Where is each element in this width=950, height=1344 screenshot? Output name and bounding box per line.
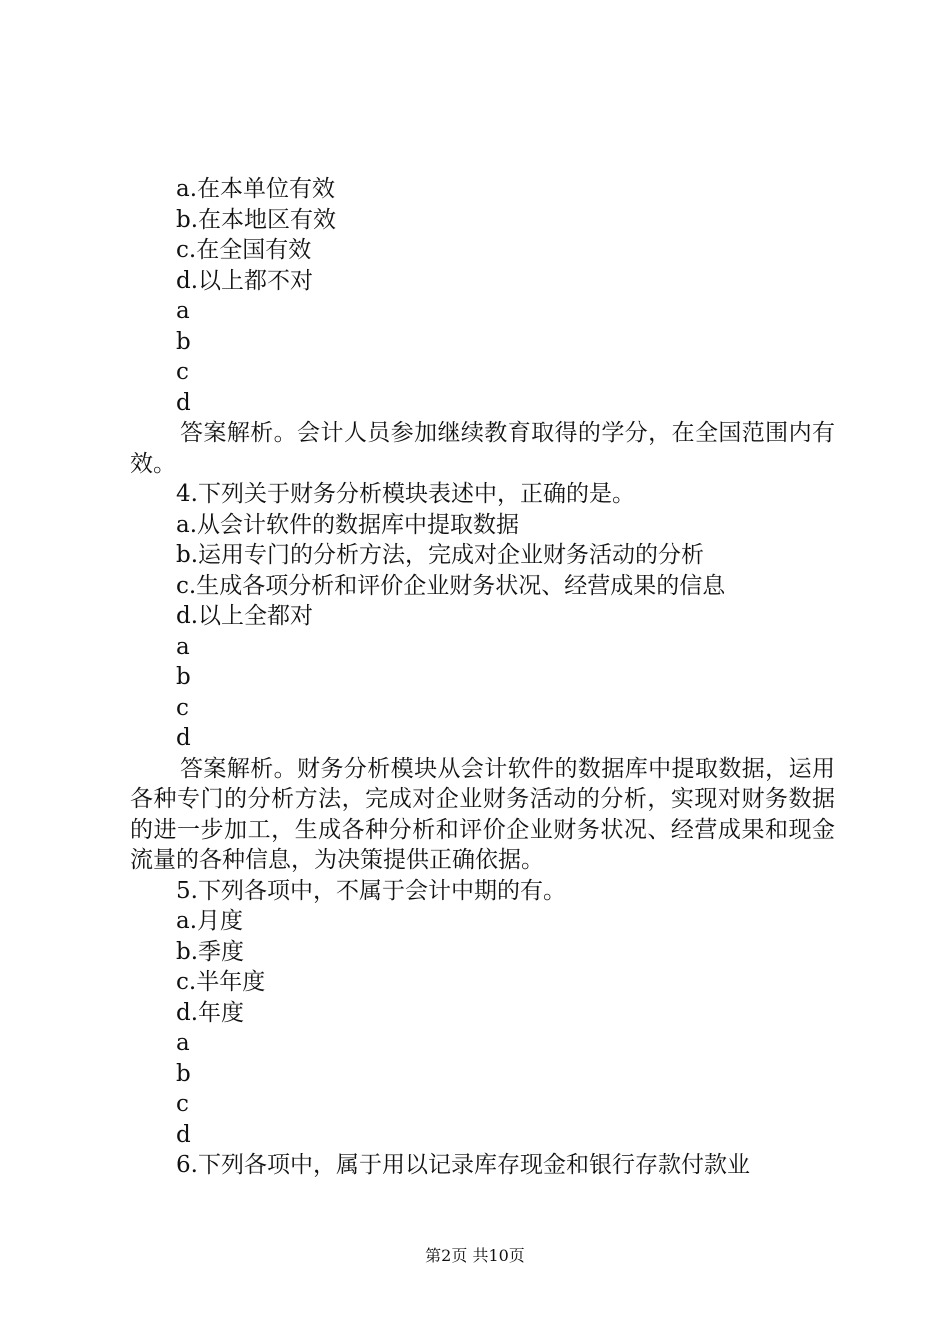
choice-b: b xyxy=(176,1060,191,1087)
choice-c: c xyxy=(176,359,189,385)
option-a: a.在本单位有效 xyxy=(176,176,336,202)
option-d: d.以上全都对 xyxy=(176,603,314,629)
answer-explanation: 答案解析。财务分析模块从会计软件的数据库中提取数据，运用各种专门的分析方法，完成对企业财务活动的分析，实现对财务数据的进一步加工，生成各种分析和评价企业财务状况、经营成果和现金流量的各种信息，为决策提供正确依据。 xyxy=(130,755,835,873)
choice-c: c xyxy=(176,1091,189,1117)
choice-a: a xyxy=(176,633,190,660)
question-stem: 5.下列各项中，不属于会计中期的有。 xyxy=(176,877,566,904)
choice-d: d xyxy=(176,1121,191,1148)
choice-a: a xyxy=(176,1030,190,1056)
option-c: c.生成各项分析和评价企业财务状况、经营成果的信息 xyxy=(176,572,726,599)
option-b: b.在本地区有效 xyxy=(176,206,337,233)
question-5-block xyxy=(130,876,835,1151)
page-footer: 第2页 共10页 xyxy=(425,1246,525,1265)
option-b: b.运用专门的分析方法，完成对企业财务活动的分析 xyxy=(176,542,705,568)
option-c: c.在全国有效 xyxy=(176,237,312,263)
answer-explanation: 答案解析。会计人员参加继续教育取得的学分，在全国范围内有效。 xyxy=(130,420,835,477)
question-6-block xyxy=(130,1150,835,1181)
option-d: d.年度 xyxy=(176,999,245,1026)
document-body xyxy=(130,174,835,1181)
choice-d: d xyxy=(176,725,191,751)
choice-b: b xyxy=(176,664,191,690)
question-3-block xyxy=(130,174,835,479)
question-4-block xyxy=(130,479,835,876)
option-c: c.半年度 xyxy=(176,969,266,995)
option-a: a.从会计软件的数据库中提取数据 xyxy=(176,511,520,538)
question-stem: 6.下列各项中，属于用以记录库存现金和银行存款付款业 xyxy=(176,1152,750,1178)
choice-c: c xyxy=(176,694,189,721)
choice-a: a xyxy=(176,298,190,324)
option-d: d.以上都不对 xyxy=(176,267,314,294)
choice-d: d xyxy=(176,389,191,416)
question-stem: 4.下列关于财务分析模块表述中，正确的是。 xyxy=(176,481,635,507)
option-a: a.月度 xyxy=(176,908,244,934)
option-b: b.季度 xyxy=(176,938,245,965)
choice-b: b xyxy=(176,328,191,355)
